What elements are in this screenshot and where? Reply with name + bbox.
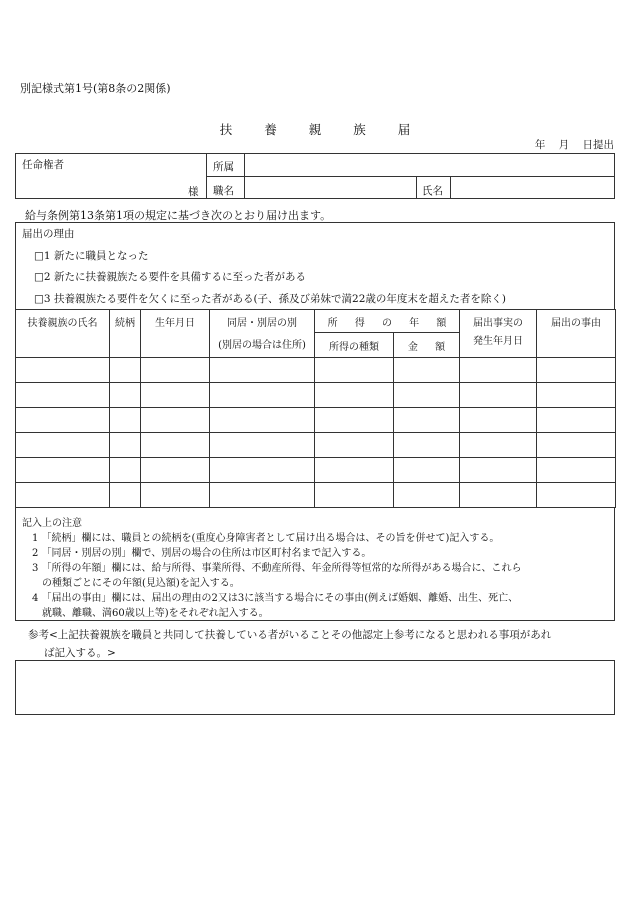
col-birth: 生年月日 xyxy=(141,310,210,358)
reason-heading: 届出の理由 xyxy=(22,228,75,240)
note-3-cont: の種類ごとにその年額(見込額)を記入する。 xyxy=(42,578,240,589)
col-residence-main: 同居・別居の別 xyxy=(227,318,297,329)
remarks-field[interactable] xyxy=(15,660,615,715)
cell-amount[interactable] xyxy=(394,358,460,383)
note-3: 3 「所得の年額」欄には、給与所得、事業所得、不動産所得、年金所得等恒常的な所得がある場合に、これら xyxy=(32,563,522,574)
col-residence xyxy=(210,310,315,358)
cell-residence[interactable] xyxy=(210,433,315,458)
cell-residence[interactable] xyxy=(210,383,315,408)
col-income-type: 所得の種類 xyxy=(315,333,394,358)
cell-relation[interactable] xyxy=(110,483,141,508)
cell-birth[interactable] xyxy=(141,483,210,508)
cell-reason[interactable] xyxy=(537,383,616,408)
job-field[interactable] xyxy=(248,179,412,198)
notes-heading: 記入上の注意 xyxy=(22,518,82,529)
col-fact-date-2: 発生年月日 xyxy=(473,336,523,347)
cell-reason[interactable] xyxy=(537,483,616,508)
cell-relation[interactable] xyxy=(110,383,141,408)
intro-text: 給与条例第13条第1項の規定に基づき次のとおり届け出ます。 xyxy=(25,209,332,222)
cell-reason[interactable] xyxy=(537,433,616,458)
reason-option-2[interactable]: □2 新たに扶養親族たる要件を具備するに至った者がある xyxy=(34,271,306,283)
col-name: 扶養親族の氏名 xyxy=(16,310,110,358)
cell-income-type[interactable] xyxy=(315,383,394,408)
cell-relation[interactable] xyxy=(110,358,141,383)
col-relation: 続柄 xyxy=(110,310,141,358)
appointer-label: 任命権者 xyxy=(22,159,64,171)
col-fact-date-1: 届出事実の xyxy=(473,318,523,329)
cell-fact-date[interactable] xyxy=(460,383,537,408)
submission-date: 年 月 日提出 xyxy=(534,139,614,151)
cell-income-type[interactable] xyxy=(315,433,394,458)
cell-birth[interactable] xyxy=(141,358,210,383)
reference-note-cont: ば記入する。> xyxy=(44,647,116,659)
cell-fact-date[interactable] xyxy=(460,433,537,458)
cell-birth[interactable] xyxy=(141,458,210,483)
col-fact-date xyxy=(460,310,537,358)
cell-name[interactable] xyxy=(16,408,110,433)
cell-residence[interactable] xyxy=(210,483,315,508)
cell-reason[interactable] xyxy=(537,408,616,433)
cell-reason[interactable] xyxy=(537,458,616,483)
note-4: 4 「届出の事由」欄には、届出の理由の2又は3に該当する場合にその事由(例えば婚姻、離婚、出生、死亡、 xyxy=(32,593,519,604)
cell-income-type[interactable] xyxy=(315,458,394,483)
note-1: 1 「続柄」欄には、職員との続柄を(重度心身障害者として届け出る場合は、その旨を併せて)記入する。 xyxy=(32,533,500,544)
form-reference: 別記様式第1号(第8条の2関係) xyxy=(20,82,171,95)
name-field[interactable] xyxy=(454,179,610,198)
cell-name[interactable] xyxy=(16,383,110,408)
table-row xyxy=(16,408,616,433)
cell-birth[interactable] xyxy=(141,383,210,408)
table-row xyxy=(16,483,616,508)
table-row xyxy=(16,458,616,483)
cell-relation[interactable] xyxy=(110,408,141,433)
cell-amount[interactable] xyxy=(394,408,460,433)
cell-income-type[interactable] xyxy=(315,483,394,508)
table-row xyxy=(16,383,616,408)
name-label: 氏名 xyxy=(422,185,443,197)
cell-residence[interactable] xyxy=(210,358,315,383)
cell-name[interactable] xyxy=(16,358,110,383)
cell-fact-date[interactable] xyxy=(460,483,537,508)
affiliation-label: 所属 xyxy=(213,161,234,173)
dependents-table xyxy=(15,309,616,508)
header-box xyxy=(15,153,615,199)
col-residence-sub: (別居の場合は住所) xyxy=(218,340,306,351)
col-reason: 届出の事由 xyxy=(537,310,616,358)
cell-name[interactable] xyxy=(16,458,110,483)
cell-income-type[interactable] xyxy=(315,358,394,383)
cell-relation[interactable] xyxy=(110,433,141,458)
form-title: 扶 養 親 族 届 xyxy=(219,122,411,137)
cell-name[interactable] xyxy=(16,433,110,458)
table-row xyxy=(16,433,616,458)
notes-box xyxy=(15,508,615,621)
cell-amount[interactable] xyxy=(394,383,460,408)
cell-income-type[interactable] xyxy=(315,408,394,433)
col-income: 所 得 の 年 額 xyxy=(315,310,460,333)
reason-option-1[interactable]: □1 新たに職員となった xyxy=(34,250,149,262)
reason-box xyxy=(15,222,615,310)
job-label: 職名 xyxy=(213,185,234,197)
table-row xyxy=(16,358,616,383)
cell-fact-date[interactable] xyxy=(460,408,537,433)
cell-amount[interactable] xyxy=(394,483,460,508)
cell-amount[interactable] xyxy=(394,458,460,483)
cell-relation[interactable] xyxy=(110,458,141,483)
cell-residence[interactable] xyxy=(210,458,315,483)
reason-option-3[interactable]: □3 扶養親族たる要件を欠くに至った者がある(子、孫及び弟妹で満22歳の年度末を超えた者を除く) xyxy=(34,293,506,305)
affiliation-field[interactable] xyxy=(248,156,608,175)
sama-label: 様 xyxy=(188,186,199,198)
cell-birth[interactable] xyxy=(141,408,210,433)
cell-fact-date[interactable] xyxy=(460,458,537,483)
col-amount: 金 額 xyxy=(394,333,460,358)
cell-reason[interactable] xyxy=(537,358,616,383)
cell-birth[interactable] xyxy=(141,433,210,458)
cell-fact-date[interactable] xyxy=(460,358,537,383)
cell-name[interactable] xyxy=(16,483,110,508)
note-2: 2 「同居・別居の別」欄で、別居の場合の住所は市区町村名まで記入する。 xyxy=(32,548,372,559)
cell-residence[interactable] xyxy=(210,408,315,433)
reference-note: 参考<上記扶養親族を職員と共同して扶養している者がいることその他認定上参考になると思われる事項があれ xyxy=(28,629,552,641)
note-4-cont: 就職、離職、満60歳以上等)をそれぞれ記入する。 xyxy=(42,608,269,619)
cell-amount[interactable] xyxy=(394,433,460,458)
